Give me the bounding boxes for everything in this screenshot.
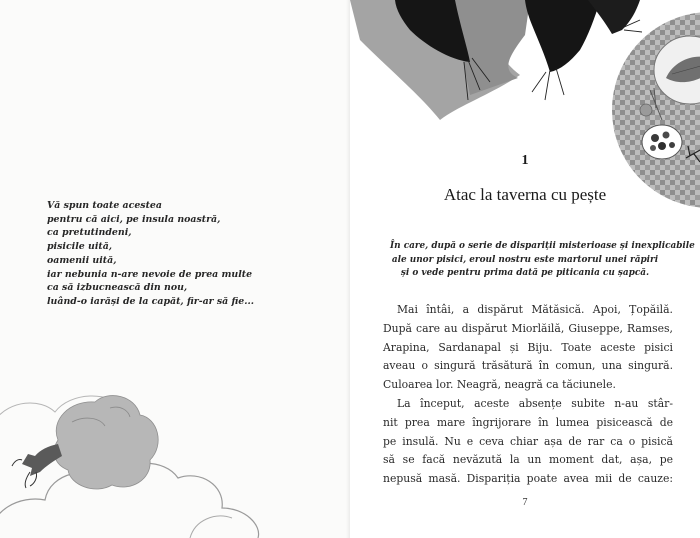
subtitle-line: În care, după o serie de dispariții misterioase și inexplicabile: [390, 241, 695, 251]
epigraph-line: Vă spun toate acestea: [47, 200, 162, 211]
body-line: nit prea mare îngrijorare în lumea pisicească de: [383, 415, 673, 429]
epigraph-line: ca să izbucnească din nou,: [47, 282, 188, 294]
body-line: Arapina, Sardanapal și Biju. Toate aceste pisici: [383, 340, 673, 354]
epigraph-line: iar nebunia n-are nevoie de prea multe: [47, 268, 253, 280]
black-cat: [588, 0, 640, 34]
epigraph-line: luând-o iarăși de la capăt, fir-ar să fie...: [47, 295, 255, 307]
chapter-title: Atac la taverna cu pește: [443, 185, 607, 204]
subtitle-line: ale unor pisici, eroul nostru este martorul unei răpiri: [391, 254, 659, 265]
body-line: Culoarea lor. Neagră, neagră ca tăciunele.: [383, 378, 616, 392]
page-number: 7: [522, 497, 528, 508]
body-line: pe insulă. Nu e ceva chiar așa de rar ca o pisică: [383, 434, 673, 448]
right-page: [350, 0, 700, 538]
body-line: La început, aceste absențe subite n-au stâr-: [397, 396, 673, 410]
epigraph-line: pisicile uită,: [47, 241, 113, 253]
body-line: aveau o singură trăsătură în comun, una singură.: [383, 359, 673, 373]
body-line: nepusă masă. Dispariția poate avea mii de cauze:: [383, 472, 673, 486]
chapter-subtitle: [390, 240, 695, 281]
epigraph-line: pentru că aici, pe insula noastră,: [47, 213, 221, 225]
body-line: După care au dispărut Miorlăilă, Giuseppe, Ramses,: [383, 321, 673, 335]
epigraph: [47, 199, 327, 309]
body-line: să se facă nevăzută la un moment dat, așa, pe: [383, 453, 673, 467]
epigraph-line: oamenii uită,: [47, 254, 117, 266]
black-cat: [525, 0, 600, 72]
bag-shape: [54, 396, 158, 489]
chapter-number: 1: [521, 153, 529, 168]
cloud-bag-illustration: [0, 360, 350, 538]
epigraph-line: ca pretutindeni,: [47, 227, 132, 239]
body-line: Mai întâi, a dispărut Mătăsică. Apoi, Țopăilă.: [397, 303, 673, 316]
subtitle-line: și o vede pentru prima dată pe piticania cu șapcă.: [400, 268, 650, 278]
cloud-outline: [190, 516, 232, 538]
body-text: [383, 301, 673, 489]
